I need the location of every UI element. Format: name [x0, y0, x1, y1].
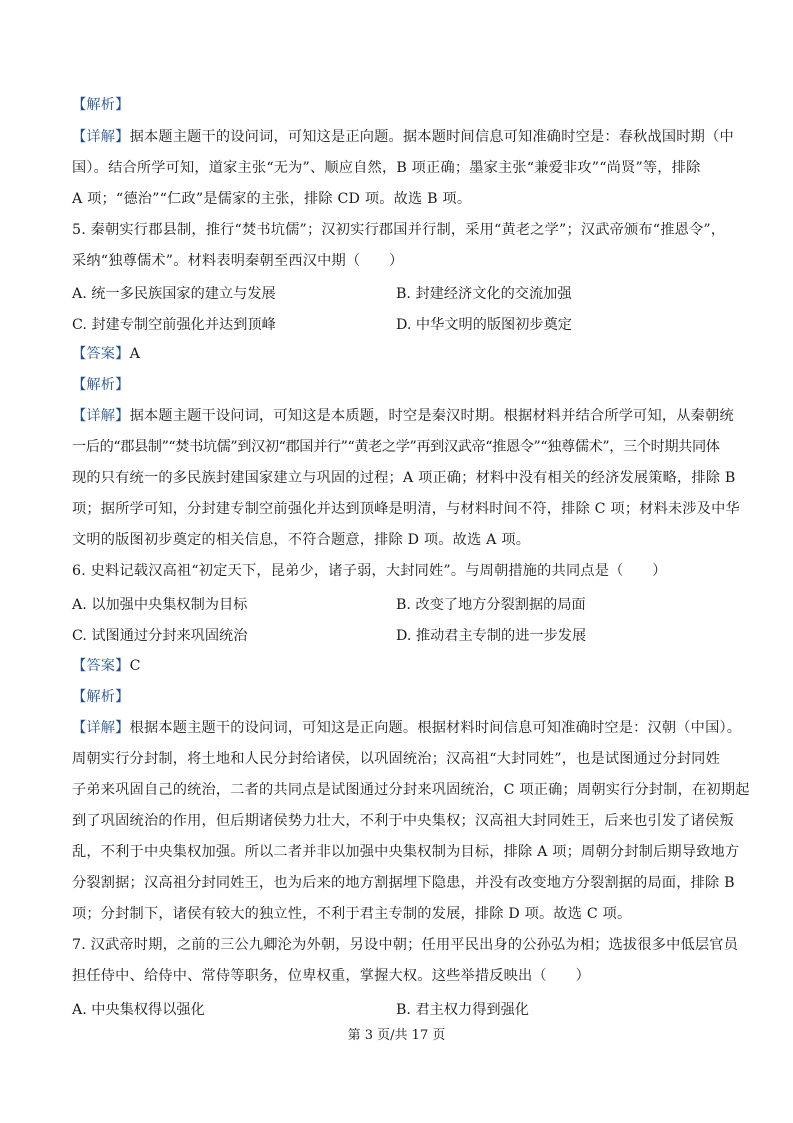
q5-stem-line-1: 5. 秦朝实行郡县制，推行“焚书坑儒”；汉初实行郡国并行制，采用“黄老之学”；汉武帝颁布“推恩令”， — [72, 222, 726, 238]
q5-answer-value: A — [129, 346, 141, 362]
q6-answer-tag: 【答案】 — [72, 658, 130, 674]
q6-option-a: A. 以加强中央集权制为目标 — [72, 597, 248, 613]
q7-stem-line-2: 担任侍中、给侍中、常侍等职务，位卑权重，掌握大权。这些举措反映出（ ） — [72, 968, 590, 984]
q5-option-c: C. 封建专制空前强化并达到顶峰 — [72, 317, 276, 333]
q5-answer-tag: 【答案】 — [72, 346, 130, 362]
q4-detail-line-3: A 项；“德治”“仁政”是儒家的主张，排除 CD 项。故选 B 项。 — [72, 191, 472, 207]
q6-detail-line-7: 项；分封制下，诸侯有较大的独立性，不利于君主专制的发展，排除 D 项。故选 C 项。 — [72, 906, 632, 922]
q5-option-a: A. 统一多民族国家的建立与发展 — [72, 286, 276, 302]
q7-option-a: A. 中央集权得以强化 — [72, 1002, 205, 1018]
q7-stem-line-1: 7. 汉武帝时期，之前的三公九卿沦为外朝，另设中朝；任用平民出身的公孙弘为相；选拔很多中低层官员 — [72, 937, 739, 953]
q6-detail-line-5: 乱，不利于中央集权加强。所以二者并非以加强中央集权制为目标，排除 A 项；周朝分封制后期导致地方 — [72, 844, 740, 860]
q6-detail-line-6: 分裂割据；汉高祖分封同姓王，也为后来的地方割据埋下隐患，并没有改变地方分裂割据的局面，排除 B — [72, 875, 735, 891]
q5-option-d: D. 中华文明的版图初步奠定 — [396, 317, 572, 333]
q4-detail-line-2: 国）。结合所学可知，道家主张“无为”、顺应自然，B 项正确；墨家主张“兼爱非攻”“尚贤”等，排除 — [72, 160, 701, 176]
q6-detail-line-4: 到了巩固统治的作用，但后期诸侯势力壮大，不利于中央集权；汉高祖大封同姓王，后来也引发了诸侯叛 — [72, 813, 734, 829]
q6-stem-line-1: 6. 史料记载汉高祖“初定天下，昆弟少，诸子弱，大封同姓”。与周朝措施的共同点是（ ） — [72, 563, 667, 579]
q7-option-b: B. 君主权力得到强化 — [396, 1002, 529, 1018]
q4-analysis-tag: 【解析】 — [72, 97, 130, 113]
q5-stem-line-2: 采纳“独尊儒术”。材料表明秦朝至西汉中期（ ） — [72, 253, 404, 269]
q5-detail-line-1: 【详解】据本题主题干设问词，可知这是本质题，时空是秦汉时期。根据材料并结合所学可知，从秦朝统 — [72, 408, 734, 424]
q5-detail-line-4: 项；据所学可知，分封建专制空前强化并达到顶峰是明清，与材料时间不符，排除 C 项；材料未涉及中华 — [72, 501, 740, 517]
q4-detail-tag: 【详解】 — [72, 129, 130, 145]
q6-detail-line-3: 子弟来巩固自己的统治，二者的共同点是试图通过分封来巩固统治，C 项正确；周朝实行分封制，在初期起 — [72, 782, 750, 798]
q5-detail-line-3: 现的只有统一的多民族封建国家建立与巩固的过程；A 项正确；材料中没有相关的经济发展策略，排除 B — [72, 470, 736, 486]
q6-option-b: B. 改变了地方分裂割据的局面 — [396, 597, 586, 613]
q6-detail-line-2: 周朝实行分封制，将土地和人民分封给诸侯，以巩固统治；汉高祖“大封同姓”，也是试图通过分封同姓 — [72, 751, 720, 767]
q5-detail-line-5: 文明的版图初步奠定的相关信息，不符合题意，排除 D 项。故选 A 项。 — [72, 532, 531, 548]
q5-detail-tag: 【详解】 — [72, 408, 130, 424]
q5-option-b: B. 封建经济文化的交流加强 — [396, 286, 572, 302]
q4-detail-line-1: 【详解】据本题主题干的设问词，可知这是正向题。据本题时间信息可知准确时空是：春秋战国时期（中 — [72, 129, 734, 145]
q6-detail-line-1: 【详解】根据本题主题干的设问词，可知这是正向题。根据材料时间信息可知准确时空是：汉朝（中国）。 — [72, 720, 742, 736]
q6-detail-tag: 【详解】 — [72, 720, 130, 736]
q5-analysis-tag: 【解析】 — [72, 377, 130, 393]
q5-answer — [72, 344, 140, 364]
q6-answer-value: C — [129, 658, 141, 674]
q6-analysis-tag: 【解析】 — [72, 689, 130, 705]
page-footer: 第 3 页/共 17 页 — [347, 1028, 446, 1043]
q6-answer — [72, 656, 141, 676]
q6-option-c: C. 试图通过分封来巩固统治 — [72, 628, 248, 644]
q5-detail-line-2: 一后的“郡县制”“焚书坑儒”到汉初“郡国并行”“黄老之学”再到汉武帝“推恩令”“独尊儒术”，三个时期共同体 — [72, 439, 720, 455]
q6-option-d: D. 推动君主专制的进一步发展 — [396, 628, 587, 644]
